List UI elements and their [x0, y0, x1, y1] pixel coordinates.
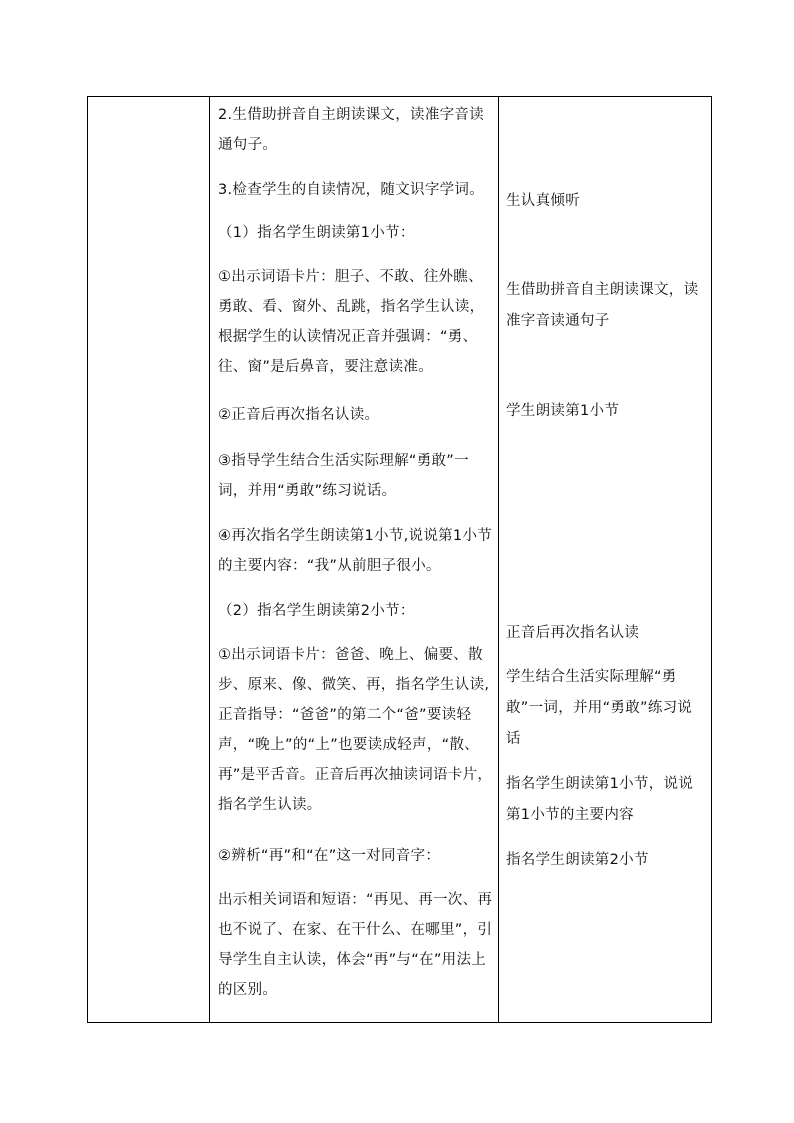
understand-word-text: ③指导学生结合生活实际理解“勇敢”一词，并用“勇敢”练习说话。 [218, 453, 469, 499]
student-reread-text: 正音后再次指名认读 [506, 625, 640, 641]
lesson-table [87, 96, 712, 1023]
phrases-text: 出示相关词语和短语：“再见、再一次、再也不说了、在家、在干什么、在哪里”，引导学生自主认读，体会“再”与“在”用法上的区别。 [218, 892, 493, 998]
section-2-heading: （2）指名学生朗读第2小节： [218, 603, 415, 619]
teacher-activity-column [218, 97, 494, 1022]
column-divider-2 [498, 97, 499, 1022]
student-read-text: 生借助拼音自主朗读课文，读准字音读通句子 [506, 282, 699, 329]
word-cards-2-text: ①出示词语卡片：爸爸、晚上、偏要、散步、原来、像、微笑、再，指名学生认读,正音指导：“爸爸”的第二个“爸”要读轻声，“晚上”的“上”也要读成轻声，“散、再”是平舌音。正音后再次抽读词语卡片，指名学生认读。 [218, 647, 493, 813]
step-3-text: 3.检查学生的自读情况，随文识字学词。 [218, 182, 485, 198]
homophone-text: ②辨析“再”和“在”这一对同音字： [218, 848, 441, 864]
reread-text: ②正音后再次指名认读。 [218, 407, 380, 423]
student-read-section-2: 指名学生朗读第2小节 [506, 852, 649, 868]
student-read-section-1: 学生朗读第1小节 [506, 403, 620, 419]
section-1-heading: （1）指名学生朗读第1小节： [218, 225, 415, 241]
student-section-1-summary: 指名学生朗读第1小节，说说第1小节的主要内容 [506, 776, 694, 823]
step-2-text: 2.生借助拼音自主朗读课文，读准字音读通句子。 [218, 107, 485, 153]
student-understand-text: 学生结合生活实际理解“勇敢”一词，并用“勇敢”练习说话 [506, 669, 693, 747]
student-listen-text: 生认真倾听 [506, 193, 580, 209]
section-1-summary-text: ④再次指名学生朗读第1小节,说说第1小节的主要内容：“我”从前胆子很小。 [218, 528, 493, 574]
word-cards-1-text: ①出示词语卡片：胆子、不敢、往外瞧、勇敢、看、窗外、乱跳，指名学生认读，根据学生的认读情况正音并强调：“勇、往、窗”是后鼻音，要注意读准。 [218, 269, 485, 375]
student-activity-column [506, 97, 706, 1022]
column-divider-1 [209, 97, 210, 1022]
